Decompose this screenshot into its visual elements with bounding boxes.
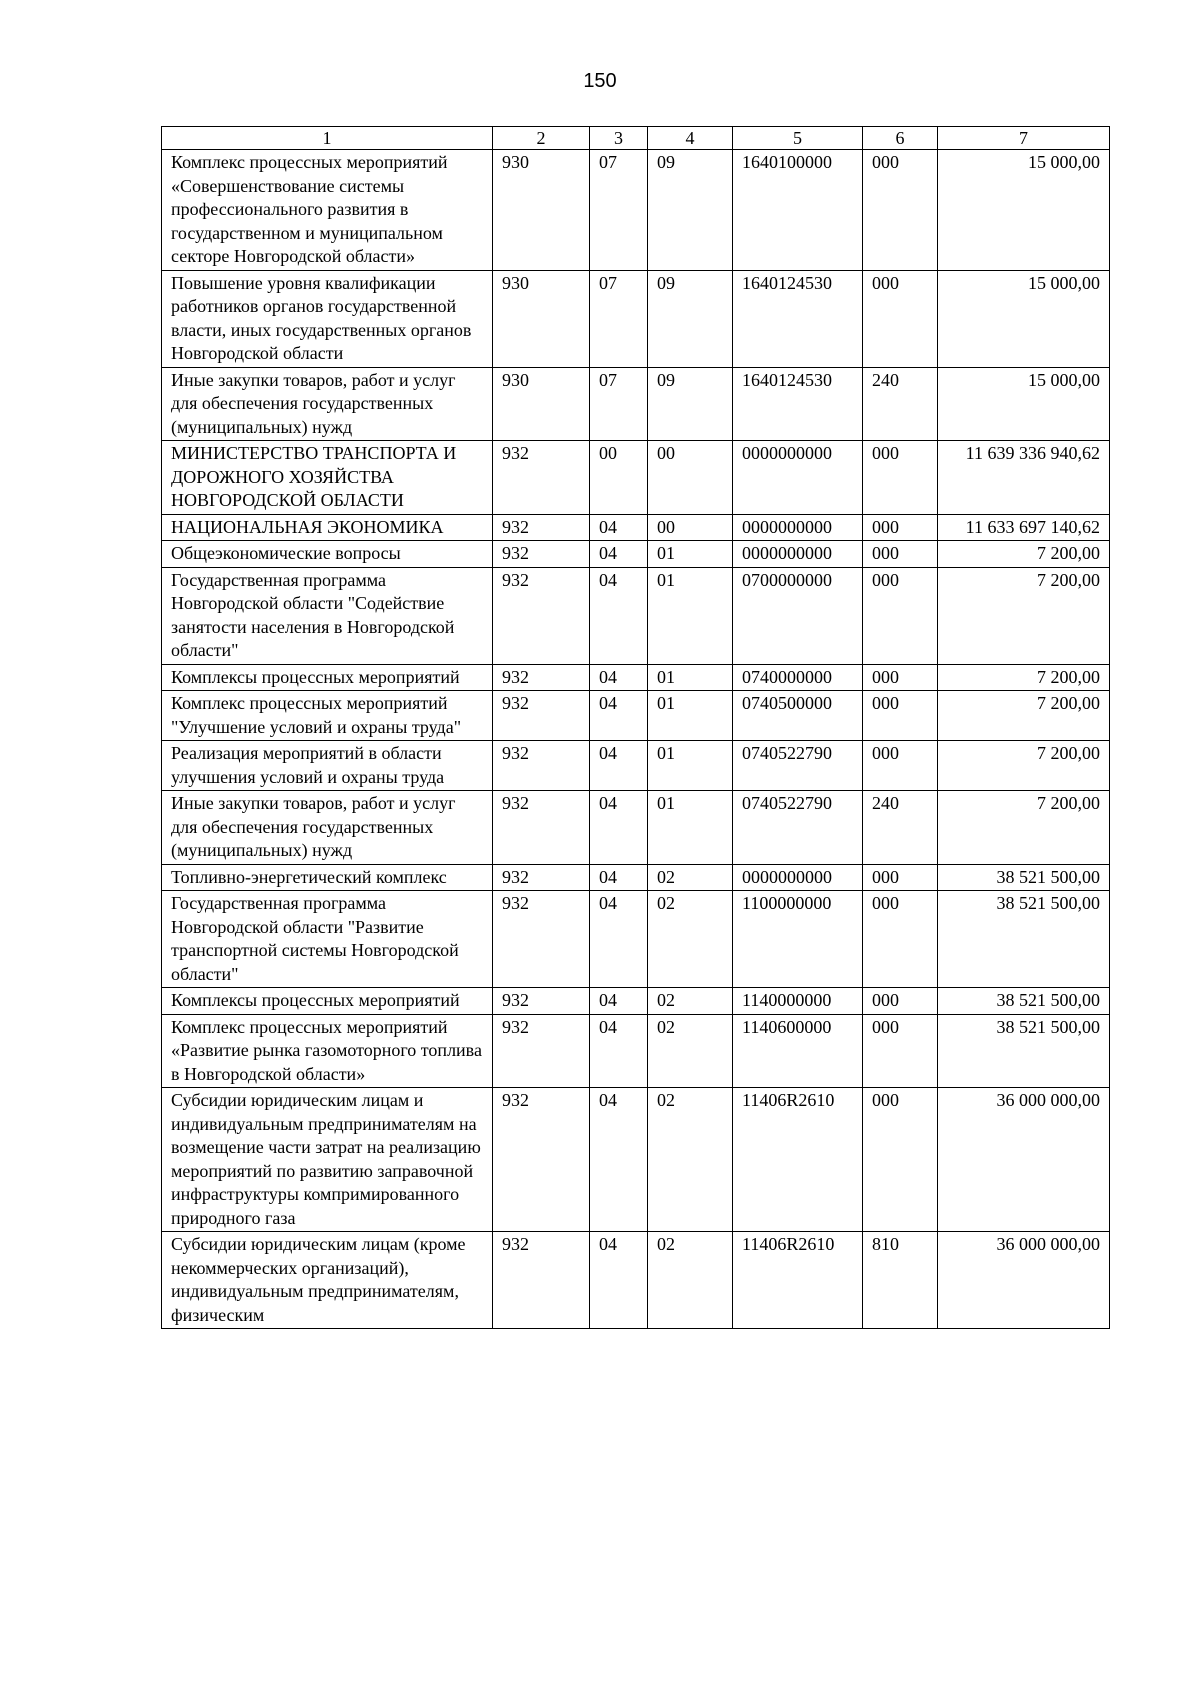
admin-code-cell: 932 bbox=[493, 1088, 590, 1232]
amount-cell: 38 521 500,00 bbox=[938, 864, 1110, 891]
section-cell: 07 bbox=[590, 150, 648, 271]
target-article-cell: 0740522790 bbox=[733, 741, 863, 791]
subsection-cell: 01 bbox=[648, 741, 733, 791]
row-name-cell: Комплекс процессных мероприятий «Совершенствование системы профессионального развития в государственном и муниципальном секторе Новгородской области» bbox=[162, 150, 493, 271]
subsection-cell: 01 bbox=[648, 791, 733, 865]
table-row bbox=[162, 864, 1110, 891]
target-article-cell: 0000000000 bbox=[733, 541, 863, 568]
row-name-cell: Государственная программа Новгородской области "Содействие занятости населения в Новгородской области" bbox=[162, 567, 493, 664]
amount-cell: 15 000,00 bbox=[938, 270, 1110, 367]
section-cell: 00 bbox=[590, 441, 648, 515]
subsection-cell: 02 bbox=[648, 988, 733, 1015]
admin-code-cell: 932 bbox=[493, 441, 590, 515]
row-name-cell: Комплексы процессных мероприятий bbox=[162, 664, 493, 691]
admin-code-cell: 932 bbox=[493, 1232, 590, 1329]
section-cell: 04 bbox=[590, 664, 648, 691]
budget-table bbox=[161, 126, 1110, 1329]
column-header: 7 bbox=[938, 127, 1110, 150]
row-name-cell: Реализация мероприятий в области улучшения условий и охраны труда bbox=[162, 741, 493, 791]
table-row bbox=[162, 367, 1110, 441]
admin-code-cell: 932 bbox=[493, 741, 590, 791]
table-header-row bbox=[162, 127, 1110, 150]
amount-cell: 7 200,00 bbox=[938, 741, 1110, 791]
section-cell: 04 bbox=[590, 514, 648, 541]
amount-cell: 38 521 500,00 bbox=[938, 988, 1110, 1015]
expense-type-cell: 000 bbox=[863, 270, 938, 367]
subsection-cell: 00 bbox=[648, 514, 733, 541]
row-name-cell: Субсидии юридическим лицам и индивидуальным предпринимателям на возмещение части затрат на реализацию мероприятий по развитию заправочной инфраструктуры компримированного природного газа bbox=[162, 1088, 493, 1232]
amount-cell: 38 521 500,00 bbox=[938, 1014, 1110, 1088]
table-row bbox=[162, 567, 1110, 664]
subsection-cell: 01 bbox=[648, 541, 733, 568]
section-cell: 04 bbox=[590, 567, 648, 664]
table-row bbox=[162, 664, 1110, 691]
row-name-cell: НАЦИОНАЛЬНАЯ ЭКОНОМИКА bbox=[162, 514, 493, 541]
table-row bbox=[162, 1014, 1110, 1088]
section-cell: 04 bbox=[590, 1088, 648, 1232]
target-article-cell: 0740000000 bbox=[733, 664, 863, 691]
target-article-cell: 0740500000 bbox=[733, 691, 863, 741]
target-article-cell: 0000000000 bbox=[733, 441, 863, 515]
section-cell: 04 bbox=[590, 791, 648, 865]
subsection-cell: 02 bbox=[648, 891, 733, 988]
target-article-cell: 11406R2610 bbox=[733, 1088, 863, 1232]
table-row bbox=[162, 988, 1110, 1015]
amount-cell: 11 633 697 140,62 bbox=[938, 514, 1110, 541]
section-cell: 04 bbox=[590, 891, 648, 988]
section-cell: 07 bbox=[590, 270, 648, 367]
expense-type-cell: 000 bbox=[863, 864, 938, 891]
target-article-cell: 11406R2610 bbox=[733, 1232, 863, 1329]
section-cell: 04 bbox=[590, 691, 648, 741]
subsection-cell: 09 bbox=[648, 367, 733, 441]
row-name-cell: Иные закупки товаров, работ и услуг для обеспечения государственных (муниципальных) нужд bbox=[162, 367, 493, 441]
subsection-cell: 09 bbox=[648, 270, 733, 367]
target-article-cell: 1100000000 bbox=[733, 891, 863, 988]
table-row bbox=[162, 741, 1110, 791]
admin-code-cell: 932 bbox=[493, 988, 590, 1015]
table-row bbox=[162, 791, 1110, 865]
section-cell: 04 bbox=[590, 1232, 648, 1329]
admin-code-cell: 930 bbox=[493, 150, 590, 271]
table-row bbox=[162, 1088, 1110, 1232]
table-row bbox=[162, 541, 1110, 568]
expense-type-cell: 000 bbox=[863, 664, 938, 691]
expense-type-cell: 000 bbox=[863, 150, 938, 271]
column-header: 6 bbox=[863, 127, 938, 150]
table-row bbox=[162, 514, 1110, 541]
amount-cell: 7 200,00 bbox=[938, 541, 1110, 568]
amount-cell: 7 200,00 bbox=[938, 567, 1110, 664]
subsection-cell: 01 bbox=[648, 567, 733, 664]
amount-cell: 7 200,00 bbox=[938, 691, 1110, 741]
column-header: 5 bbox=[733, 127, 863, 150]
section-cell: 04 bbox=[590, 864, 648, 891]
admin-code-cell: 930 bbox=[493, 270, 590, 367]
expense-type-cell: 000 bbox=[863, 514, 938, 541]
section-cell: 04 bbox=[590, 988, 648, 1015]
page-number: 150 bbox=[583, 70, 617, 92]
expense-type-cell: 000 bbox=[863, 1088, 938, 1232]
expense-type-cell: 000 bbox=[863, 1014, 938, 1088]
column-header: 2 bbox=[493, 127, 590, 150]
target-article-cell: 1140600000 bbox=[733, 1014, 863, 1088]
subsection-cell: 01 bbox=[648, 664, 733, 691]
admin-code-cell: 930 bbox=[493, 367, 590, 441]
admin-code-cell: 932 bbox=[493, 791, 590, 865]
expense-type-cell: 810 bbox=[863, 1232, 938, 1329]
section-cell: 07 bbox=[590, 367, 648, 441]
subsection-cell: 01 bbox=[648, 691, 733, 741]
section-cell: 04 bbox=[590, 741, 648, 791]
row-name-cell: Общеэкономические вопросы bbox=[162, 541, 493, 568]
subsection-cell: 02 bbox=[648, 1014, 733, 1088]
row-name-cell: Комплексы процессных мероприятий bbox=[162, 988, 493, 1015]
subsection-cell: 02 bbox=[648, 864, 733, 891]
row-name-cell: Субсидии юридическим лицам (кроме некоммерческих организаций), индивидуальным предпринимателям, физическим bbox=[162, 1232, 493, 1329]
target-article-cell: 0000000000 bbox=[733, 514, 863, 541]
row-name-cell: Комплекс процессных мероприятий "Улучшение условий и охраны труда" bbox=[162, 691, 493, 741]
amount-cell: 15 000,00 bbox=[938, 367, 1110, 441]
expense-type-cell: 240 bbox=[863, 791, 938, 865]
expense-type-cell: 240 bbox=[863, 367, 938, 441]
admin-code-cell: 932 bbox=[493, 664, 590, 691]
row-name-cell: Комплекс процессных мероприятий «Развитие рынка газомоторного топлива в Новгородской области» bbox=[162, 1014, 493, 1088]
amount-cell: 11 639 336 940,62 bbox=[938, 441, 1110, 515]
target-article-cell: 1640100000 bbox=[733, 150, 863, 271]
row-name-cell: Государственная программа Новгородской области "Развитие транспортной системы Новгородской области" bbox=[162, 891, 493, 988]
table-row bbox=[162, 441, 1110, 515]
subsection-cell: 02 bbox=[648, 1088, 733, 1232]
row-name-cell: МИНИСТЕРСТВО ТРАНСПОРТА И ДОРОЖНОГО ХОЗЯЙСТВА НОВГОРОДСКОЙ ОБЛАСТИ bbox=[162, 441, 493, 515]
expense-type-cell: 000 bbox=[863, 541, 938, 568]
admin-code-cell: 932 bbox=[493, 541, 590, 568]
admin-code-cell: 932 bbox=[493, 514, 590, 541]
target-article-cell: 1140000000 bbox=[733, 988, 863, 1015]
target-article-cell: 1640124530 bbox=[733, 367, 863, 441]
amount-cell: 36 000 000,00 bbox=[938, 1232, 1110, 1329]
amount-cell: 38 521 500,00 bbox=[938, 891, 1110, 988]
target-article-cell: 0700000000 bbox=[733, 567, 863, 664]
admin-code-cell: 932 bbox=[493, 691, 590, 741]
expense-type-cell: 000 bbox=[863, 988, 938, 1015]
subsection-cell: 09 bbox=[648, 150, 733, 271]
column-header: 1 bbox=[162, 127, 493, 150]
target-article-cell: 0000000000 bbox=[733, 864, 863, 891]
admin-code-cell: 932 bbox=[493, 891, 590, 988]
table-row bbox=[162, 691, 1110, 741]
amount-cell: 36 000 000,00 bbox=[938, 1088, 1110, 1232]
expense-type-cell: 000 bbox=[863, 741, 938, 791]
row-name-cell: Топливно-энергетический комплекс bbox=[162, 864, 493, 891]
admin-code-cell: 932 bbox=[493, 1014, 590, 1088]
section-cell: 04 bbox=[590, 1014, 648, 1088]
column-header: 4 bbox=[648, 127, 733, 150]
expense-type-cell: 000 bbox=[863, 567, 938, 664]
admin-code-cell: 932 bbox=[493, 864, 590, 891]
table-row bbox=[162, 270, 1110, 367]
subsection-cell: 00 bbox=[648, 441, 733, 515]
table-row bbox=[162, 150, 1110, 271]
amount-cell: 15 000,00 bbox=[938, 150, 1110, 271]
subsection-cell: 02 bbox=[648, 1232, 733, 1329]
expense-type-cell: 000 bbox=[863, 691, 938, 741]
column-header: 3 bbox=[590, 127, 648, 150]
amount-cell: 7 200,00 bbox=[938, 791, 1110, 865]
target-article-cell: 1640124530 bbox=[733, 270, 863, 367]
target-article-cell: 0740522790 bbox=[733, 791, 863, 865]
row-name-cell: Иные закупки товаров, работ и услуг для обеспечения государственных (муниципальных) нужд bbox=[162, 791, 493, 865]
expense-type-cell: 000 bbox=[863, 441, 938, 515]
expense-type-cell: 000 bbox=[863, 891, 938, 988]
row-name-cell: Повышение уровня квалификации работников органов государственной власти, иных государственных органов Новгородской области bbox=[162, 270, 493, 367]
table-row bbox=[162, 891, 1110, 988]
section-cell: 04 bbox=[590, 541, 648, 568]
admin-code-cell: 932 bbox=[493, 567, 590, 664]
table-row bbox=[162, 1232, 1110, 1329]
amount-cell: 7 200,00 bbox=[938, 664, 1110, 691]
